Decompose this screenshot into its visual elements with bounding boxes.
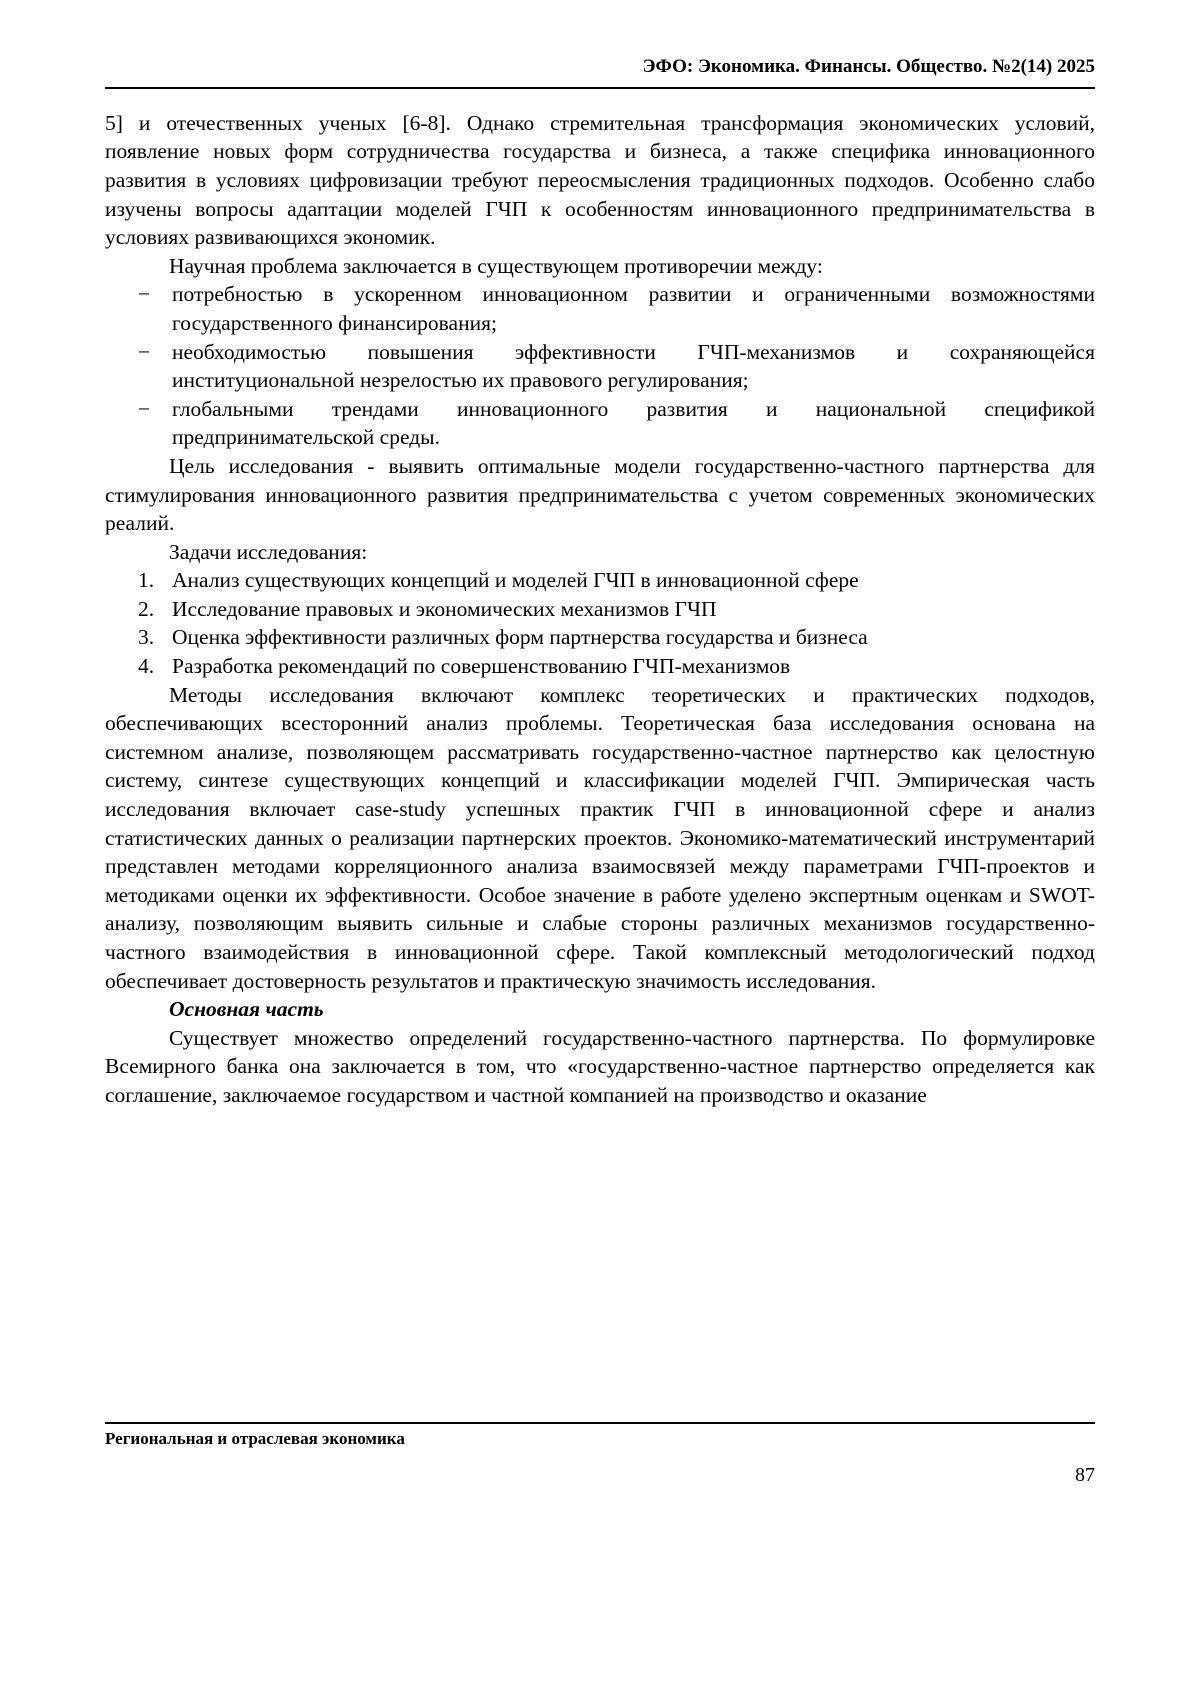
item-number: 2.: [138, 596, 155, 621]
item-text: Исследование правовых и экономических механизмов ГЧП: [172, 596, 717, 621]
paragraph-problem: Научная проблема заключается в существующем противоречии между:: [169, 253, 823, 278]
bullet-item: [105, 280, 1095, 337]
article-body: [105, 109, 1095, 1110]
bullet-item: [105, 395, 1095, 452]
bullet-item: [105, 338, 1095, 395]
item-text: Разработка рекомендаций по совершенствованию ГЧП-механизмов: [172, 654, 791, 679]
page-number: 87: [1075, 1464, 1095, 1487]
journal-running-head: ЭФО: Экономика. Финансы. Общество. №2(14) 2025: [642, 56, 1095, 77]
bullet-text: необходимостью повышения эффективности ГЧП-механизмов и сохраняющейся институциональной незрелостью их правового регулирования;: [172, 339, 1095, 393]
bullet-dash: −: [138, 282, 151, 307]
paragraph-intro: 5] и отечественных ученых [6-8]. Однако стремительная трансформация экономических условий, появление новых форм сотрудничества государства и бизнеса, а также специфика инновационного развития в условиях цифровизации требуют переосмысления традиционных подходов. Особенно слабо изучены вопросы адаптации моделей ГЧП к особенностям инновационного предпринимательства в условиях развивающихся экономик.: [105, 110, 1095, 250]
item-text: Анализ существующих концепций и моделей ГЧП в инновационной сфере: [172, 568, 859, 593]
paragraph-goal: Цель исследования - выявить оптимальные модели государственно-частного партнерства для стимулирования инновационного развития предпринимательства с учетом современных экономических реалий.: [105, 453, 1095, 536]
item-number: 3.: [138, 625, 155, 650]
numbered-item: [105, 566, 1095, 595]
numbered-item: [105, 595, 1095, 624]
numbered-item: [105, 623, 1095, 652]
paragraph-tasks-intro: Задачи исследования:: [169, 539, 368, 564]
item-text: Оценка эффективности различных форм партнерства государства и бизнеса: [172, 625, 868, 650]
bullet-text: глобальными трендами инновационного развития и национальной спецификой предпринимательской среды.: [172, 396, 1095, 450]
page-footer: [105, 1422, 1095, 1487]
header-divider: [105, 87, 1095, 89]
footer-divider: [105, 1422, 1095, 1424]
bullet-dash: −: [138, 396, 151, 421]
numbered-item: [105, 652, 1095, 681]
footer-section-name: Региональная и отраслевая экономика: [105, 1429, 405, 1448]
item-number: 4.: [138, 654, 155, 679]
bullet-text: потребностью в ускоренном инновационном развитии и ограниченными возможностями государственного финансирования;: [172, 282, 1095, 335]
paragraph-methods: Методы исследования включают комплекс теоретических и практических подходов, обеспечивающих всесторонний анализ проблемы. Теоретическая база исследования основана на системном анализе, позволяющем рассматривать государственно-частное партнерство как целостную систему, синтезе существующих концепций и классификации моделей ГЧП. Эмпирическая часть исследования включает case-study успешных практик ГЧП в инновационной сфере и анализ статистических данных о реализации партнерских проектов. Экономико-математический инструментарий представлен методами корреляционного анализа взаимосвязей между параметрами ГЧП-проектов и методиками оценки их эффективности. Особое значение в работе уделено экспертным оценкам и SWOT-анализу, позволяющим выявить сильные и слабые стороны различных механизмов государственно-частного взаимодействия в инновационной сфере. Такой комплексный методологический подход обеспечивает достоверность результатов и практическую значимость исследования.: [105, 682, 1095, 993]
paragraph-main-part: Существует множество определений государственно-частного партнерства. По формулировке Всемирного банка она заключается в том, что «государственно-частное партнерство определяется как соглашение, заключаемое государством и частной компанией на производство и оказание: [105, 1025, 1095, 1107]
bullet-dash: −: [138, 339, 151, 364]
item-number: 1.: [138, 568, 155, 593]
section-heading-main-part: Основная часть: [169, 997, 324, 1022]
